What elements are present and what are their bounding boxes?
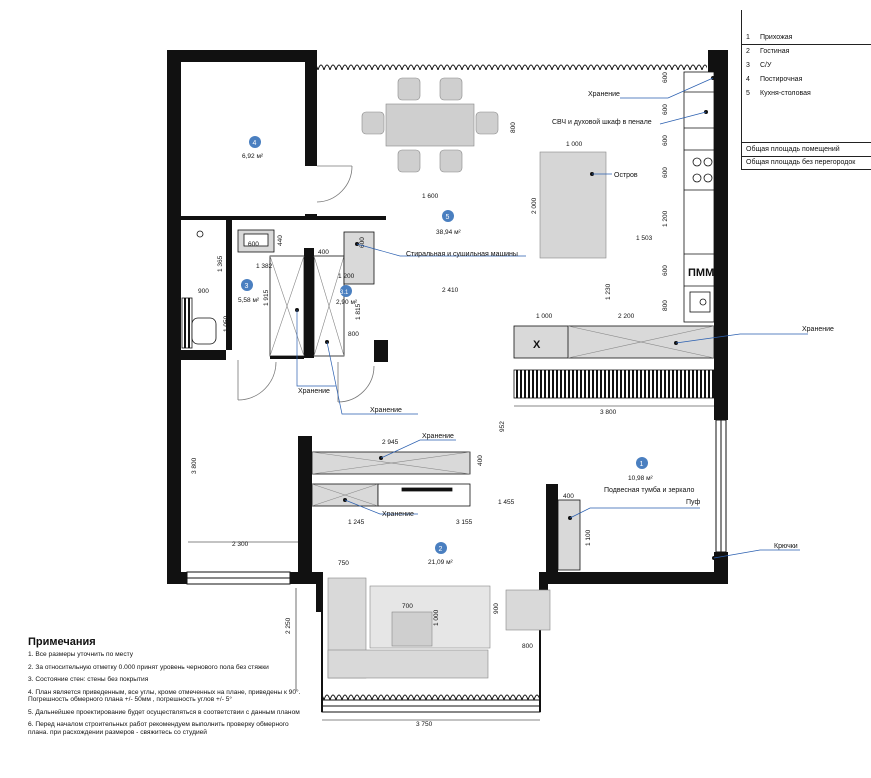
svg-text:1 382: 1 382 (256, 263, 273, 270)
svg-text:2,90 м²: 2,90 м² (336, 299, 358, 306)
dining-table (362, 78, 498, 172)
sofa (328, 578, 550, 678)
callout-storage-top: Хранение (588, 91, 620, 98)
dim-3155: 3 155 (456, 519, 473, 526)
island-label: Остров (614, 172, 638, 179)
kitchen-run-dims (662, 72, 669, 311)
callout-pouf: Пуф (686, 499, 701, 506)
callout-storage-d: Хранение (382, 511, 414, 518)
dim-1455: 1 455 (498, 499, 515, 506)
hall-cabinet (558, 500, 580, 570)
dim-400a: 400 (477, 455, 484, 466)
note-item: 5. Дальнейшее проектирование будет осуществляться в соответствии с данным планом (28, 708, 300, 716)
svg-text:800: 800 (662, 300, 669, 311)
dim-750: 750 (338, 560, 349, 567)
notes-title: Примечания (28, 636, 96, 648)
legend-total-area: Общая площадь помещений (746, 146, 840, 153)
dishwasher-label: ПММ (688, 267, 715, 279)
storage-cabinets (514, 326, 714, 398)
callout-storage-a: Хранение (298, 388, 330, 395)
svg-text:6,92 м²: 6,92 м² (242, 153, 264, 160)
svg-text:600: 600 (359, 237, 366, 248)
svg-text:600: 600 (248, 241, 259, 248)
callout-storage-right: Хранение (802, 326, 834, 333)
svg-text:600: 600 (662, 104, 669, 115)
svg-text:1 815: 1 815 (355, 303, 362, 320)
svg-text:1 200: 1 200 (662, 210, 669, 227)
dim-2250: 2 250 (285, 617, 292, 634)
living-storage (312, 452, 470, 506)
table-width-dim: 1 600 (422, 193, 439, 200)
dim-2945: 2 945 (382, 439, 399, 446)
svg-text:1 050: 1 050 (223, 315, 230, 332)
svg-text:21,09 м²: 21,09 м² (428, 559, 453, 566)
radiator-bottom (322, 690, 540, 700)
svg-text:3: 3 (244, 283, 249, 290)
notes (28, 636, 308, 742)
svg-text:440: 440 (277, 235, 284, 246)
svg-text:600: 600 (662, 265, 669, 276)
dim-1245: 1 245 (348, 519, 365, 526)
callout-hooks: Крючки (774, 543, 798, 550)
dim-1000b: 1 000 (536, 313, 553, 320)
legend-total-area-no-walls: Общая площадь без перегородок (746, 159, 856, 166)
callout-microwave: СВЧ и духовой шкаф в пенале (552, 119, 652, 126)
island-length-dim: 2 000 (531, 197, 538, 214)
svg-text:1: 1 (639, 461, 644, 468)
legend-row: 4 Постирочная (746, 76, 803, 83)
note-item: 4. План является приведенным, все углы, кроме отмеченных на плане, приведены к 90°. Погрешность обмерного плана +/- 50мм , погрешность углов +/- 5° (28, 688, 301, 704)
callout-storage-b: Хранение (370, 407, 402, 414)
svg-text:900: 900 (198, 288, 209, 295)
island (540, 152, 606, 258)
kitchen-run (684, 72, 714, 322)
legend-row: 5 Кухня-столовая (746, 90, 811, 97)
dim-952: 952 (499, 421, 506, 432)
svg-text:600: 600 (662, 72, 669, 83)
note-item: 3. Состояние стен: стены без покрытия (28, 676, 149, 684)
island-offset-dim: 1 503 (636, 235, 653, 242)
note-item: 6. Перед началом строительных работ рекомендуем выполнить проверку обмерного плана. при расхождении размеров - свяжитесь со студией (28, 721, 289, 737)
island-gap-dim: 1 230 (605, 283, 612, 300)
room-legend (741, 10, 871, 170)
svg-text:38,94 м²: 38,94 м² (436, 229, 461, 236)
svg-text:10,98 м²: 10,98 м² (628, 475, 653, 482)
callout-hanging: Подвесная тумба и зеркало (604, 487, 695, 494)
dim-2300: 2 300 (232, 541, 249, 548)
svg-text:600: 600 (662, 167, 669, 178)
svg-text:4: 4 (252, 140, 257, 147)
dim-3800v: 3 800 (191, 457, 198, 474)
dim-3750: 3 750 (416, 721, 433, 728)
svg-text:600: 600 (662, 135, 669, 146)
dim-900: 900 (493, 603, 500, 614)
svg-text:5: 5 (445, 214, 450, 221)
svg-text:1 915: 1 915 (263, 289, 270, 306)
legend-row: 3 С/У (746, 62, 772, 69)
svg-text:400: 400 (318, 249, 329, 256)
svg-text:1 200: 1 200 (338, 273, 355, 280)
svg-text:3.1: 3.1 (340, 290, 349, 296)
x-mark: X (533, 339, 541, 351)
legend-row: 1 Прихожая (746, 34, 793, 41)
callout-washers: Стиральная и сушильная машины (406, 251, 518, 258)
svg-text:2: 2 (438, 546, 443, 553)
legend-row: 2 Гостиная (746, 48, 790, 55)
note-item: 1. Все размеры уточнить по месту (28, 651, 134, 658)
dim-1100: 1 100 (585, 529, 592, 546)
radiator-top (317, 62, 707, 72)
island-width-dim: 1 000 (566, 141, 583, 148)
dim-700: 700 (402, 603, 413, 610)
dim-3800: 3 800 (600, 409, 617, 416)
dim-2200: 2 200 (618, 313, 635, 320)
dim-400b: 400 (563, 493, 574, 500)
dim-2410: 2 410 (442, 287, 459, 294)
callout-storage-c: Хранение (422, 433, 454, 440)
svg-text:800: 800 (348, 331, 359, 338)
table-depth-dim: 800 (510, 122, 517, 133)
svg-text:5,58 м²: 5,58 м² (238, 297, 260, 304)
note-item: 2. За относительную отметку 0.000 принят уровень чернового пола без стяжки (28, 663, 269, 671)
dim-800b: 800 (522, 643, 533, 650)
svg-text:1 365: 1 365 (217, 255, 224, 272)
dim-1000v: 1 000 (433, 609, 440, 626)
